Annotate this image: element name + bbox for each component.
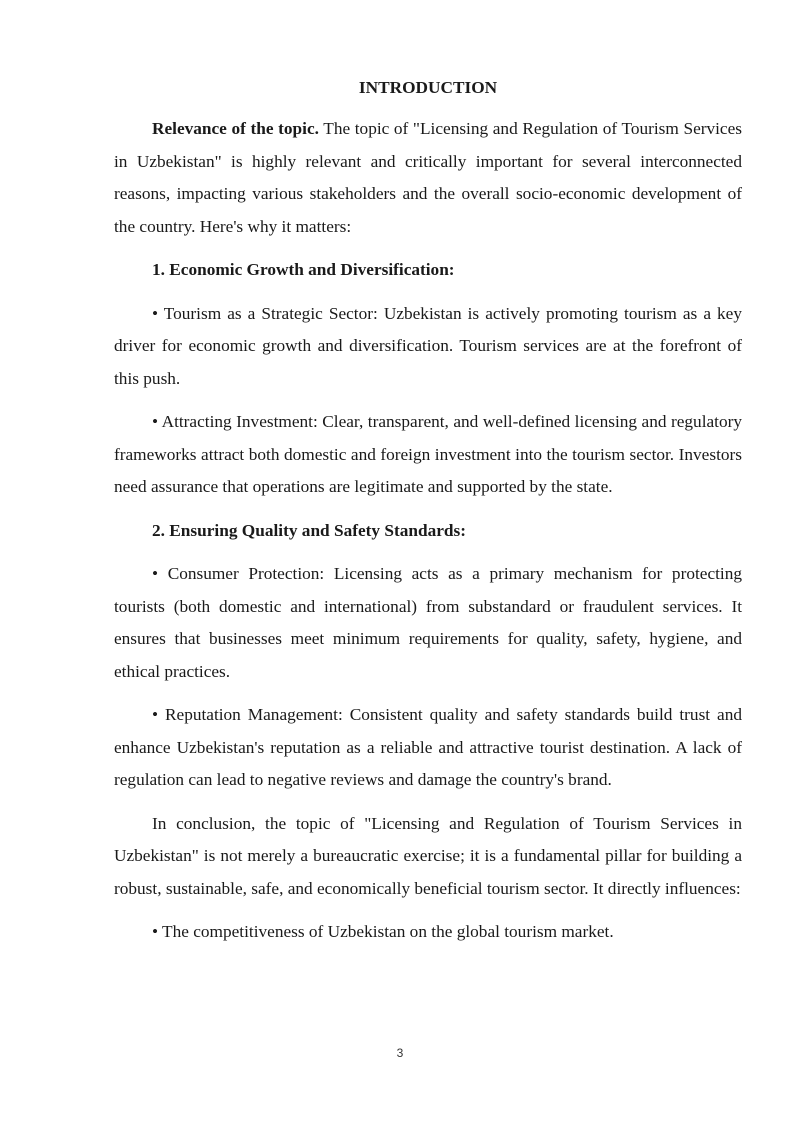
relevance-lead: Relevance of the topic. xyxy=(152,119,319,138)
page-content xyxy=(114,74,742,960)
bullet-paragraph-strategic-sector: • Tourism as a Strategic Sector: Uzbekistan is actively promoting tourism as a key driver for economic growth and diversification. Tourism services are at the forefront of this push. xyxy=(114,303,742,388)
section-heading-quality-safety: 2. Ensuring Quality and Safety Standards: xyxy=(152,520,467,540)
conclusion-paragraph: In conclusion, the topic of "Licensing and Regulation of Tourism Services in Uzbekistan" is not merely a bureaucratic exercise; it is a fundamental pillar for building a robust, sustainable, safe, and economically beneficial tourism sector. It directly influences: xyxy=(114,813,742,898)
relevance-text: The topic of "Licensing and Regulation of Tourism Services in Uzbekistan" is highly relevant and critically important for several interconnected reasons, impacting various stakeholders and the overall socio-economic development of the country. Here's why it matters: xyxy=(114,119,743,236)
relevance-paragraph xyxy=(114,113,742,243)
bullet-paragraph-reputation-management: • Reputation Management: Consistent quality and safety standards build trust and enhance Uzbekistan's reputation as a reliable and attractive tourist destination. A lack of regulation can lead to negative reviews and damage the country's brand. xyxy=(114,705,742,789)
page-number: 3 xyxy=(396,1046,404,1060)
section-heading-economic-growth: 1. Economic Growth and Diversification: xyxy=(152,260,455,279)
bullet-paragraph-consumer-protection: • Consumer Protection: Licensing acts as a primary mechanism for protecting tourists (both domestic and international) from substandard or fraudulent services. It ensures that businesses meet minimum requirements for quality, safety, hygiene, and ethical practices. xyxy=(114,564,742,681)
bullet-paragraph-attracting-investment: • Attracting Investment: Clear, transparent, and well-defined licensing and regulatory frameworks attract both domestic and foreign investment into the tourism sector. Investors need assurance that operations are legitimate and supported by the state. xyxy=(114,412,742,496)
bullet-paragraph-competitiveness: • The competitiveness of Uzbekistan on the global tourism market. xyxy=(152,922,614,941)
page-title: INTRODUCTION xyxy=(358,78,498,97)
